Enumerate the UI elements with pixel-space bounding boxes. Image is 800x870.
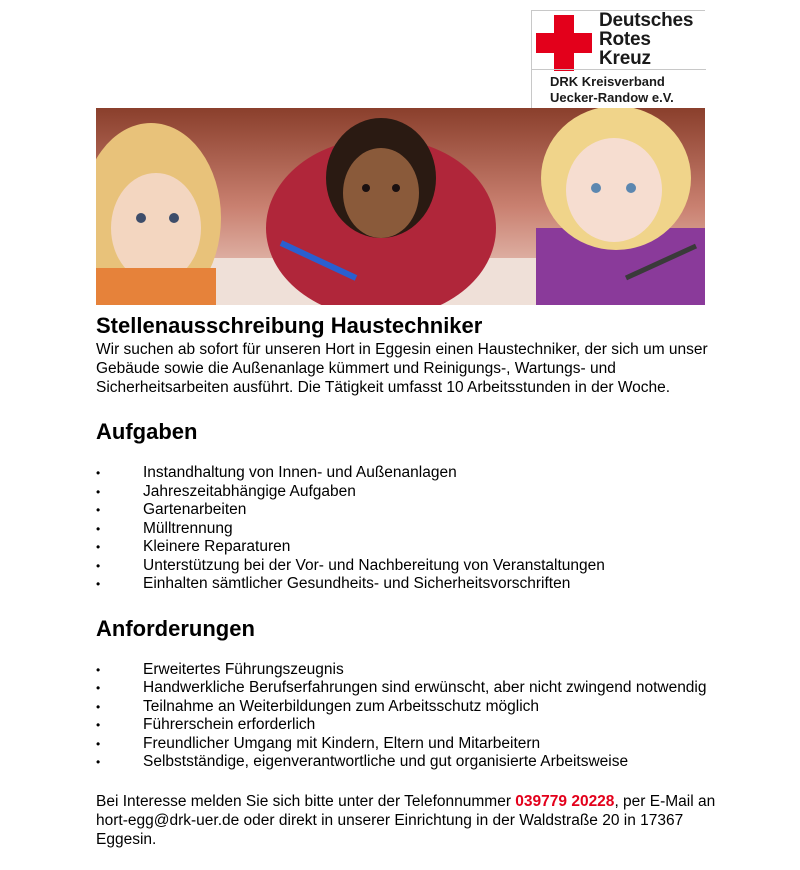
logo-wordmark <box>599 11 693 68</box>
tasks-list <box>96 464 716 594</box>
list-item: • Freundlicher Umgang mit Kindern, Eltern und Mitarbeitern <box>96 735 716 754</box>
list-item: • Unterstützung bei der Vor- und Nachbereitung von Veranstaltungen <box>96 557 716 576</box>
drk-logo <box>531 10 705 108</box>
list-item: • Erweitertes Führungszeugnis <box>96 661 716 680</box>
photo-illustration <box>96 108 705 305</box>
list-item: • Jahreszeitabhängige Aufgaben <box>96 483 716 502</box>
list-item: • Gartenarbeiten <box>96 501 716 520</box>
job-posting <box>96 314 716 864</box>
list-item: • Einhalten sämtlicher Gesundheits- und Sicherheitsvorschriften <box>96 575 716 594</box>
requirements-heading: Anforderungen <box>96 615 255 641</box>
requirements-list <box>96 661 716 772</box>
logo-line-3: Kreuz <box>599 48 651 69</box>
contact-text <box>96 792 716 849</box>
contact-text-after: , per E-Mail an hort-egg@drk-uer.de oder direkt in unserer Einrichtung in der Waldstraße 20 in 17367 Eggesin. <box>96 792 716 848</box>
list-item: • Führerschein erforderlich <box>96 716 716 735</box>
logo-branch <box>550 74 674 106</box>
list-item: • Handwerkliche Berufserfahrungen sind erwünscht, aber nicht zwingend notwendig <box>96 679 716 698</box>
list-item: • Teilnahme an Weiterbildungen zum Arbeitsschutz möglich <box>96 698 716 717</box>
children-drawing-photo <box>96 108 705 305</box>
logo-branch-line-1: DRK Kreisverband <box>550 74 665 89</box>
intro-text: Wir suchen ab sofort für unseren Hort in Eggesin einen Haustechniker, der sich um unser Gebäude sowie die Außenanlage kümmert und Reinigungs-, Wartungs- und Sicherheitsarbeiten ausführt. Die Tätigkeit umfasst 10 Arbeitsstunden in der Woche. <box>96 341 708 396</box>
logo-line-2: Rotes <box>599 29 651 50</box>
list-item: • Selbstständige, eigenverantwortliche und gut organisierte Arbeitsweise <box>96 753 716 772</box>
logo-branch-line-2: Uecker-Randow e.V. <box>550 90 674 105</box>
red-cross-icon <box>536 15 592 71</box>
list-item: • Instandhaltung von Innen- und Außenanlagen <box>96 464 716 483</box>
list-item: • Mülltrennung <box>96 520 716 539</box>
tasks-heading: Aufgaben <box>96 419 198 444</box>
contact-text-before: Bei Interesse melden Sie sich bitte unter der Telefonnummer <box>96 792 516 810</box>
phone-number[interactable]: 039779 20228 <box>515 792 615 810</box>
page-title: Stellenausschreibung Haustechniker <box>96 313 483 338</box>
list-item: • Kleinere Reparaturen <box>96 538 716 557</box>
logo-divider <box>532 69 706 70</box>
logo-line-1: Deutsches <box>599 10 694 31</box>
